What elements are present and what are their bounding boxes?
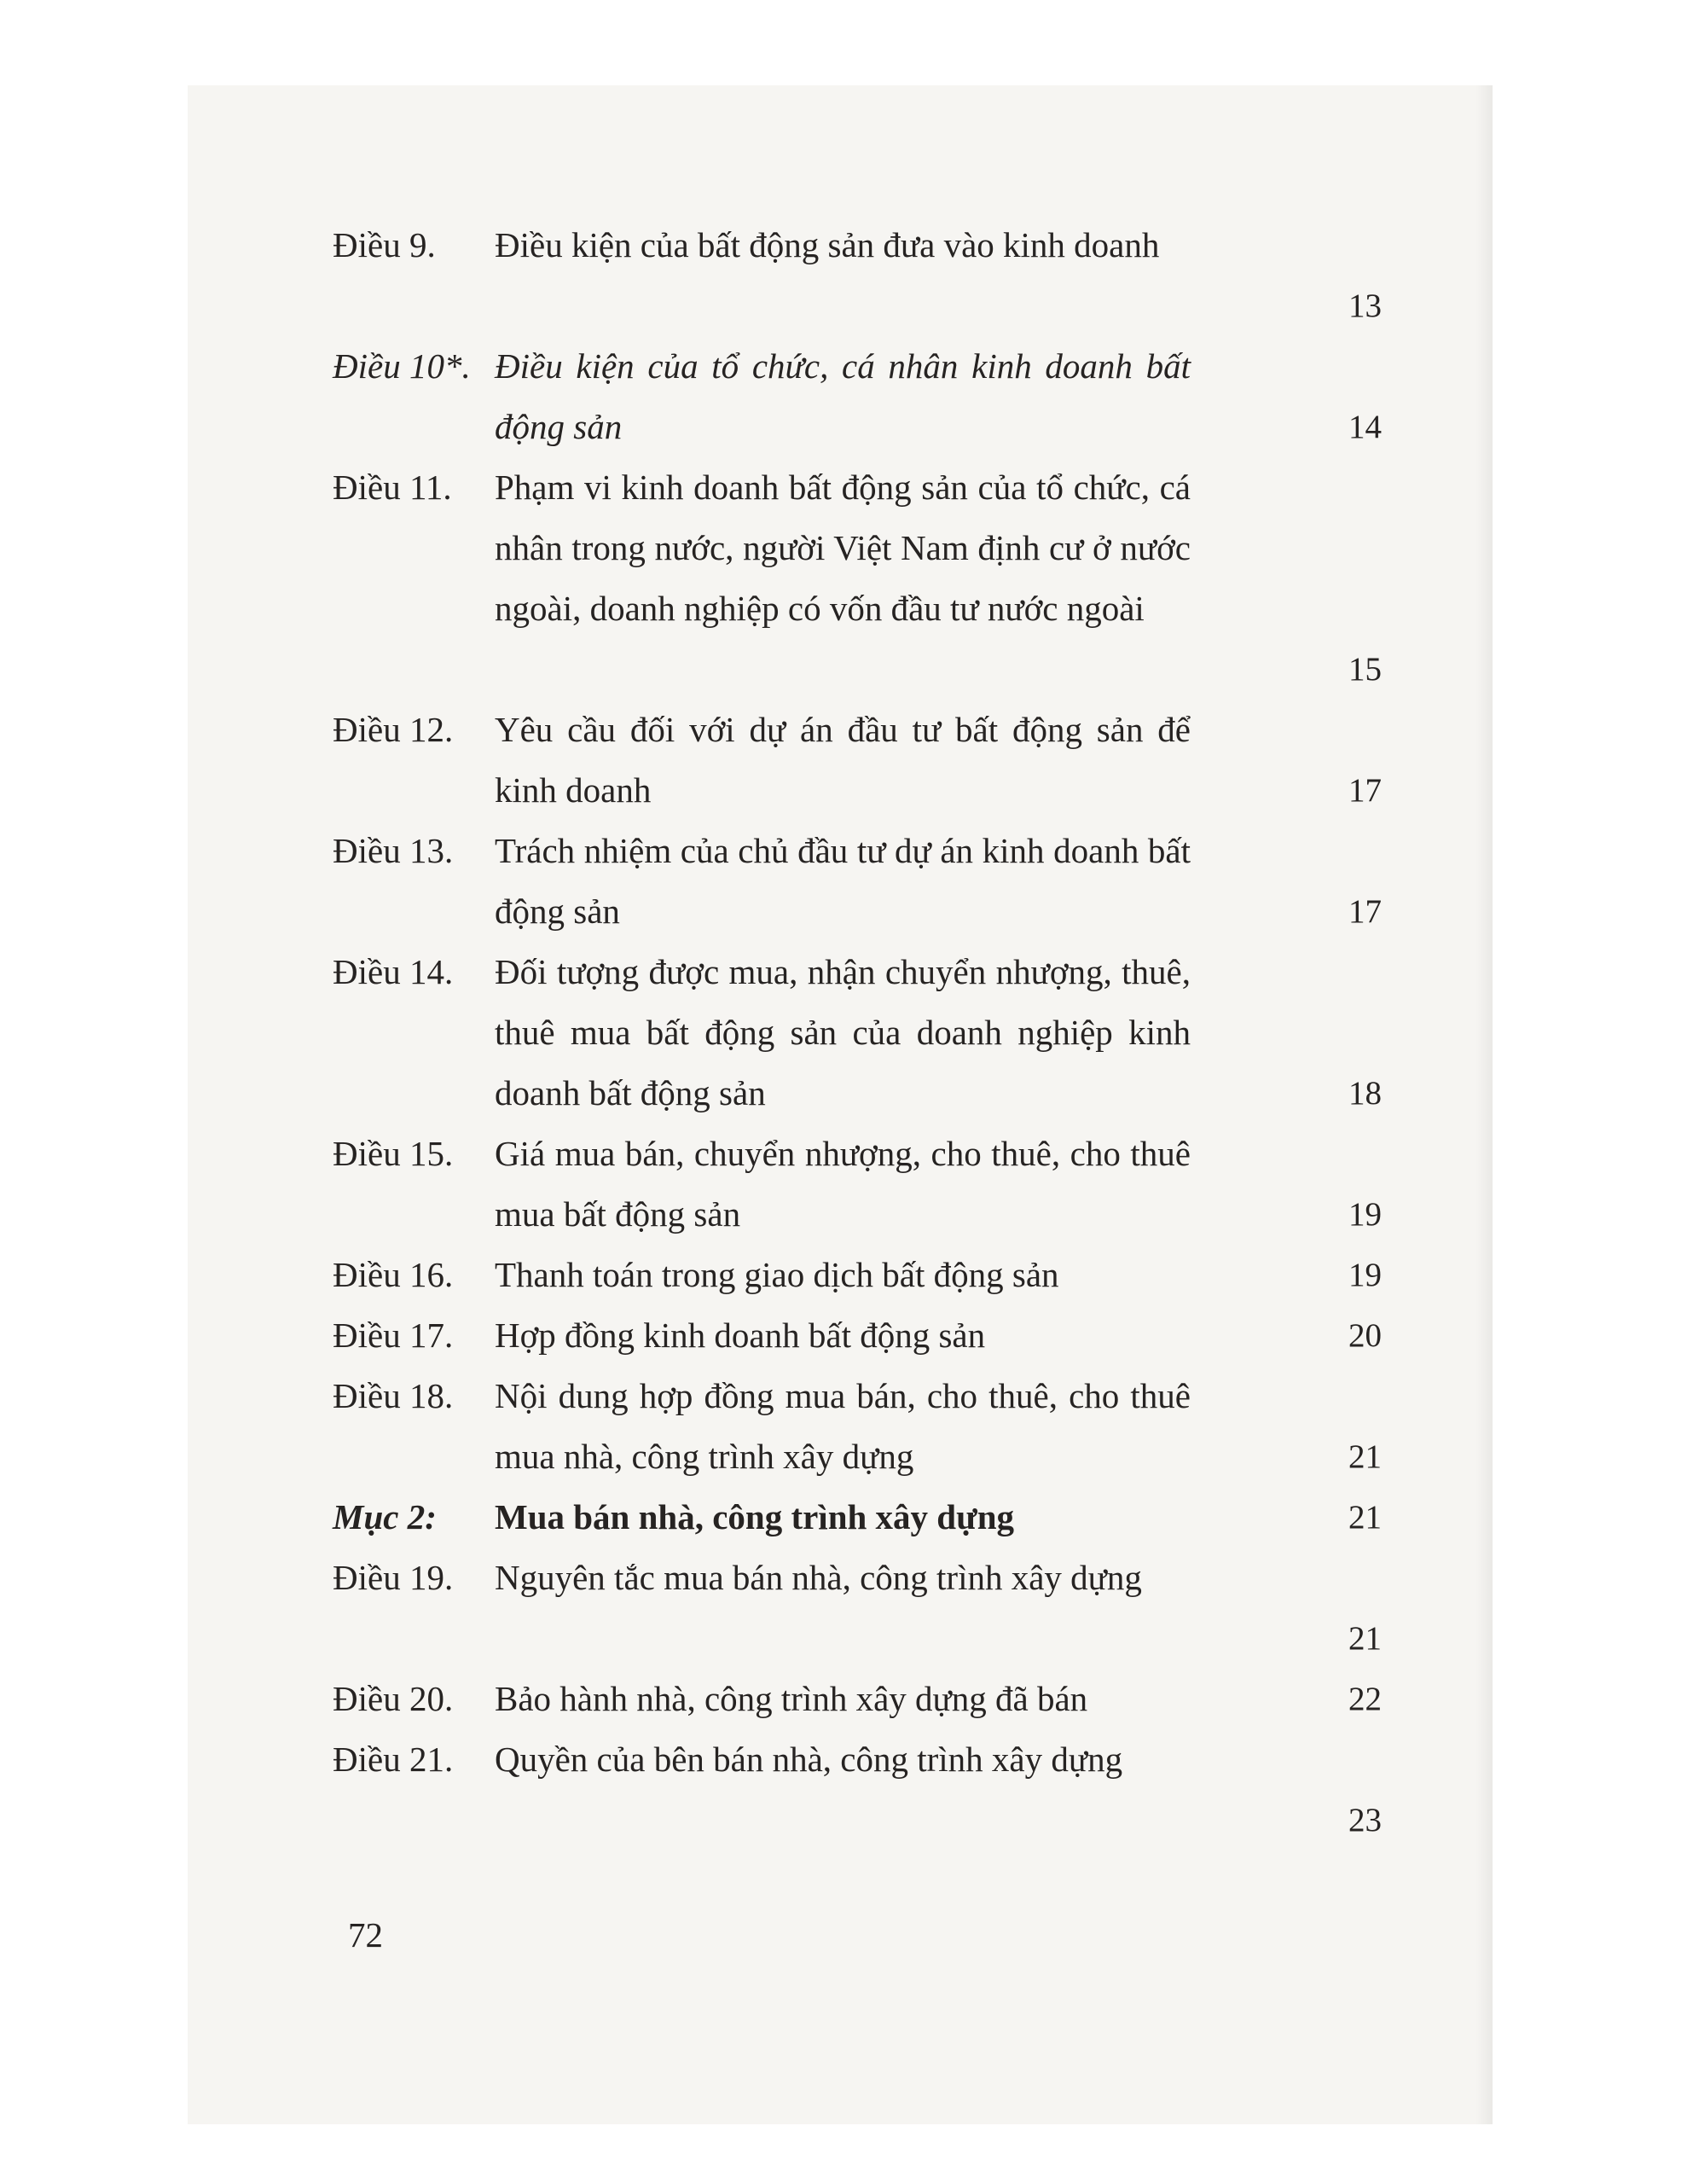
- toc-entry-page: 15: [1348, 651, 1382, 688]
- toc-entry-label: Điều 11.: [333, 468, 452, 507]
- toc-entry-page: 17: [1348, 772, 1382, 809]
- toc-entry-label: Điều 20.: [333, 1679, 454, 1718]
- toc-entry-title: Trách nhiệm của chủ đầu tư dự án kinh doanh bất động sản: [495, 831, 1191, 931]
- toc-entry-page: 19: [1348, 1257, 1382, 1293]
- toc-entry-title: Bảo hành nhà, công trình xây dựng đã bán: [495, 1679, 1088, 1718]
- toc-entry-page: 20: [1348, 1317, 1382, 1354]
- toc-entry-label: Điều 17.: [333, 1316, 454, 1355]
- toc-entry-page: 17: [1348, 893, 1382, 930]
- toc-entry-title: Hợp đồng kinh doanh bất động sản: [495, 1316, 986, 1355]
- toc-entry-page: 22: [1348, 1681, 1382, 1717]
- toc-entry-title: Nội dung hợp đồng mua bán, cho thuê, cho thuê mua nhà, công trình xây dựng: [495, 1376, 1191, 1476]
- toc-entry-page: 13: [1348, 288, 1382, 324]
- toc-section-label: Mục 2:: [333, 1497, 437, 1536]
- toc-entry-page: 19: [1348, 1196, 1382, 1233]
- toc-entry-label: Điều 21.: [333, 1740, 454, 1779]
- toc-entry-page: 21: [1348, 1499, 1382, 1536]
- page-number: 72: [348, 1915, 383, 1955]
- toc-entry-page: 23: [1348, 1802, 1382, 1838]
- toc-entry-label: Điều 14.: [333, 952, 454, 991]
- toc-entry-page: 14: [1348, 409, 1382, 445]
- toc-entry-label: Điều 10*.: [333, 346, 471, 386]
- toc-entry-label: Điều 12.: [333, 710, 454, 749]
- toc-entry-title: Phạm vi kinh doanh bất động sản của tổ chức, cá nhân trong nước, người Việt Nam định cư ở nước ngoài, doanh nghiệp có vốn đầu tư nước ngoài: [495, 468, 1191, 628]
- toc-entry-title: Điều kiện của bất động sản đưa vào kinh doanh: [495, 225, 1160, 264]
- toc-entry-label: Điều 18.: [333, 1376, 454, 1415]
- toc-entry-title: Đối tượng được mua, nhận chuyển nhượng, thuê, thuê mua bất động sản của doanh nghiệp kinh doanh bất động sản: [495, 952, 1191, 1112]
- toc-entry-page: 18: [1348, 1075, 1382, 1112]
- toc-entry-page: 21: [1348, 1438, 1382, 1475]
- toc-entry-page: 21: [1348, 1620, 1382, 1657]
- toc-entry-label: Điều 9.: [333, 225, 436, 264]
- toc-entry-label: Điều 13.: [333, 831, 454, 870]
- toc-entry-title: Điều kiện của tổ chức, cá nhân kinh doanh bất động sản: [495, 346, 1191, 446]
- toc-entry-title: Giá mua bán, chuyển nhượng, cho thuê, cho thuê mua bất động sản: [495, 1134, 1191, 1234]
- toc-entry-label: Điều 19.: [333, 1558, 454, 1597]
- toc-entry-title: Yêu cầu đối với dự án đầu tư bất động sản để kinh doanh: [495, 710, 1191, 810]
- toc-entry-title: Thanh toán trong giao dịch bất động sản: [495, 1255, 1059, 1294]
- toc-entry-label: Điều 15.: [333, 1134, 454, 1173]
- toc-entry-title: Nguyên tắc mua bán nhà, công trình xây dựng: [495, 1558, 1142, 1597]
- toc-section-title: Mua bán nhà, công trình xây dựng: [495, 1497, 1015, 1536]
- toc-entry-label: Điều 16.: [333, 1255, 454, 1294]
- toc-entry-title: Quyền của bên bán nhà, công trình xây dựng: [495, 1740, 1123, 1779]
